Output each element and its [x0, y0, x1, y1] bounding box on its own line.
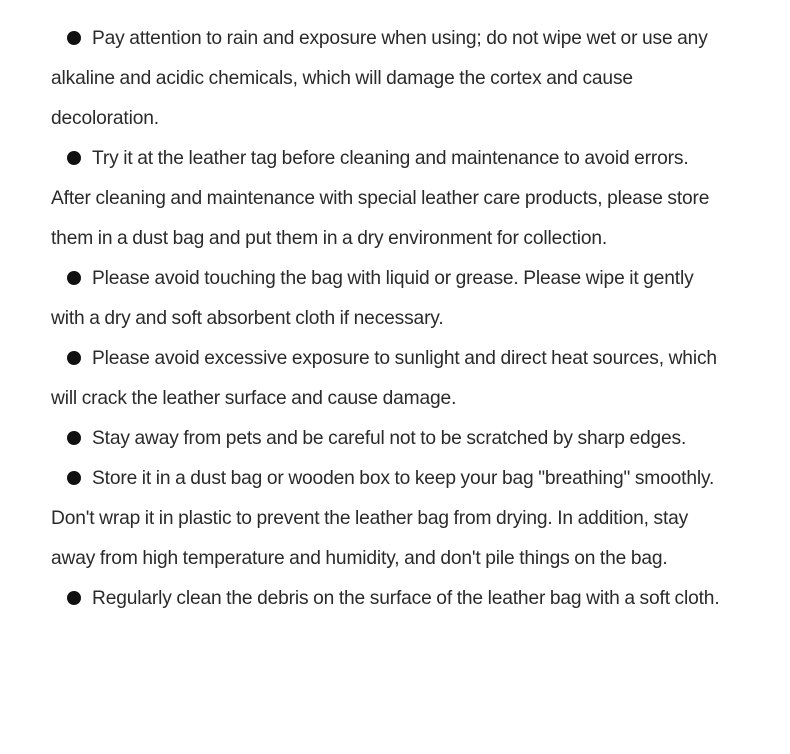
care-tip-storage [51, 459, 731, 579]
bullet-icon [67, 431, 81, 445]
bullet-icon [67, 471, 81, 485]
care-tip-sunlight-heat [51, 339, 731, 419]
bullet-icon [67, 271, 81, 285]
bullet-icon [67, 591, 81, 605]
care-tip-text: Stay away from pets and be careful not to be scratched by sharp edges. [92, 428, 687, 449]
leather-care-list [51, 19, 731, 619]
care-tip-text: Please avoid excessive exposure to sunlight and direct heat sources, which will crack the leather surface and cause damage. [51, 348, 717, 409]
care-tip-liquid-grease [51, 259, 731, 339]
care-tip-regular-cleaning [51, 579, 731, 619]
care-tip-text: Please avoid touching the bag with liquid or grease. Please wipe it gently with a dry and soft absorbent cloth if necessary. [51, 268, 694, 329]
care-tip-text: Regularly clean the debris on the surface of the leather bag with a soft cloth. [92, 588, 720, 609]
care-tip-text: Store it in a dust bag or wooden box to keep your bag "breathing" smoothly. Don't wrap it in plastic to prevent the leather bag from drying. In addition, stay away from high temperature and humidity, and don't pile things on the bag. [51, 468, 715, 569]
care-tip-rain-exposure [51, 19, 731, 139]
care-tip-pets-sharp-edges [51, 419, 731, 459]
bullet-icon [67, 31, 81, 45]
care-tip-test-leather-tag [51, 139, 731, 259]
bullet-icon [67, 351, 81, 365]
care-tip-text: Try it at the leather tag before cleaning and maintenance to avoid errors. After cleaning and maintenance with special leather care products, please store them in a dust bag and put them in a dry environment for collection. [51, 148, 710, 249]
care-tip-text: Pay attention to rain and exposure when using; do not wipe wet or use any alkaline and acidic chemicals, which will damage the cortex and cause decoloration. [51, 28, 708, 129]
bullet-icon [67, 151, 81, 165]
